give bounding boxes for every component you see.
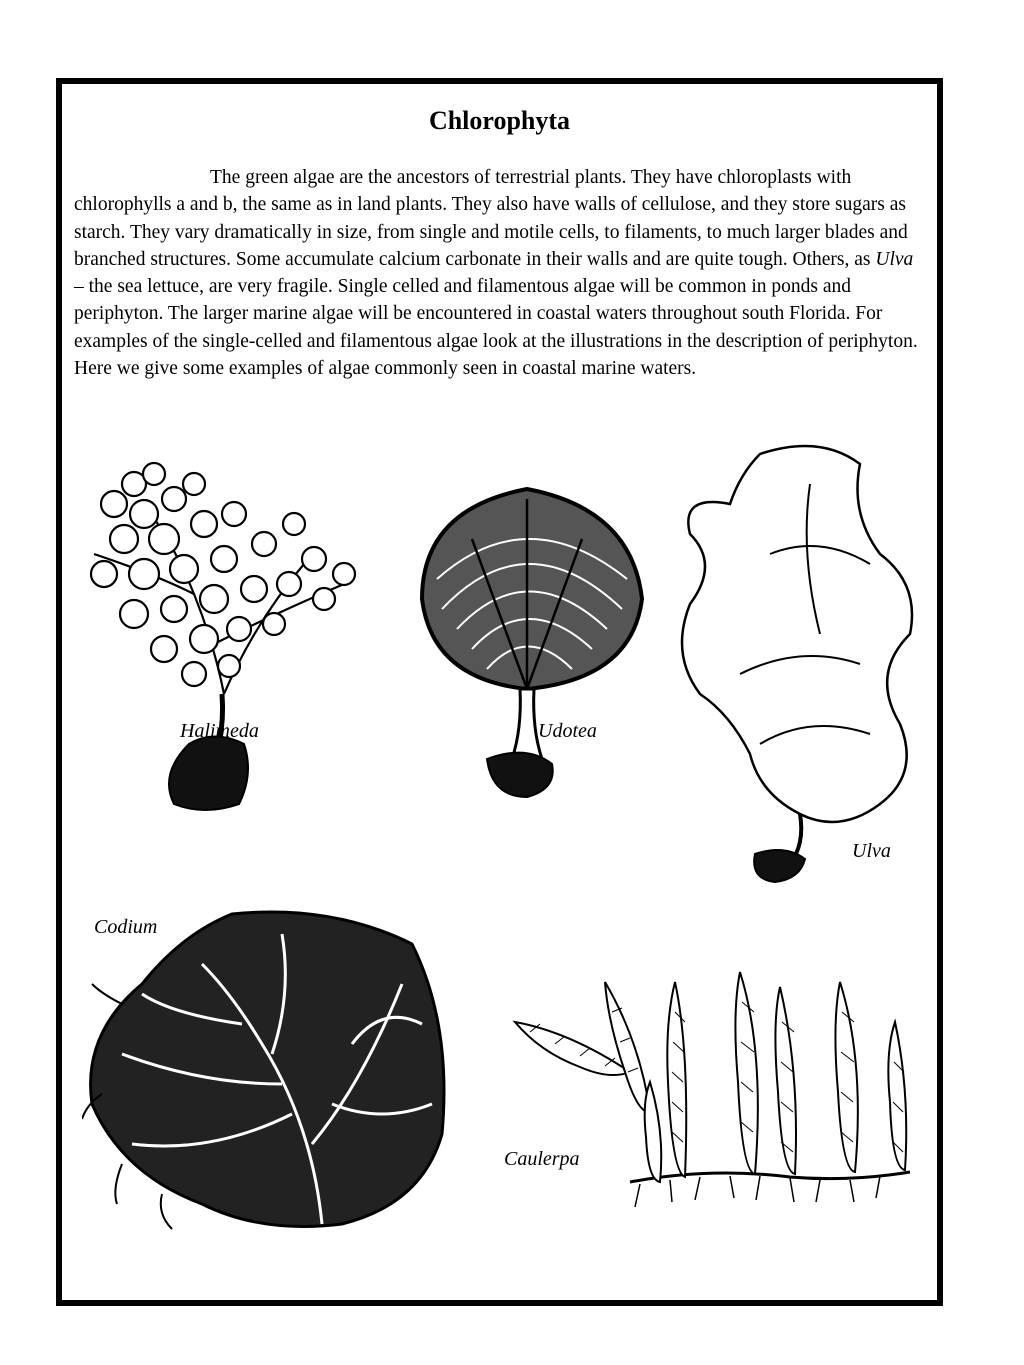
page-border-frame — [56, 78, 943, 1306]
paragraph-part2: – the sea lettuce, are very fragile. Single celled and filamentous algae will be common in ponds and periphyton. The larger marine algae will be encountered in coastal waters throughout south Florida. For examples of the single-celled and filamentous algae look at the illustrations in the description of periphyton. Here we give some examples of algae commonly seen in coastal marine waters. — [74, 276, 918, 380]
codium-illustration — [82, 904, 462, 1239]
caption-udotea: Udotea — [538, 720, 597, 742]
page-title: Chlorophyta — [428, 106, 571, 135]
caulerpa-illustration — [510, 962, 920, 1232]
caption-halimeda: Halimeda — [180, 720, 259, 742]
caption-codium: Codium — [94, 916, 158, 938]
paragraph-italic-ulva: Ulva — [875, 248, 914, 270]
udotea-illustration — [402, 479, 652, 799]
caption-ulva: Ulva — [852, 840, 891, 862]
intro-paragraph — [74, 164, 924, 382]
halimeda-illustration — [74, 444, 364, 814]
ulva-illustration — [670, 434, 932, 894]
paragraph-part1: The green algae are the ancestors of terrestrial plants. They have chloroplasts with chlorophylls a and b, the same as in land plants. They also have walls of cellulose, and they store sugars as starch. They vary dramatically in size, from single and motile cells, to filaments, to much larger blades and branched structures. Some accumulate calcium carbonate in their walls and are quite tough. Others, as — [74, 167, 908, 270]
caption-caulerpa: Caulerpa — [504, 1148, 580, 1170]
